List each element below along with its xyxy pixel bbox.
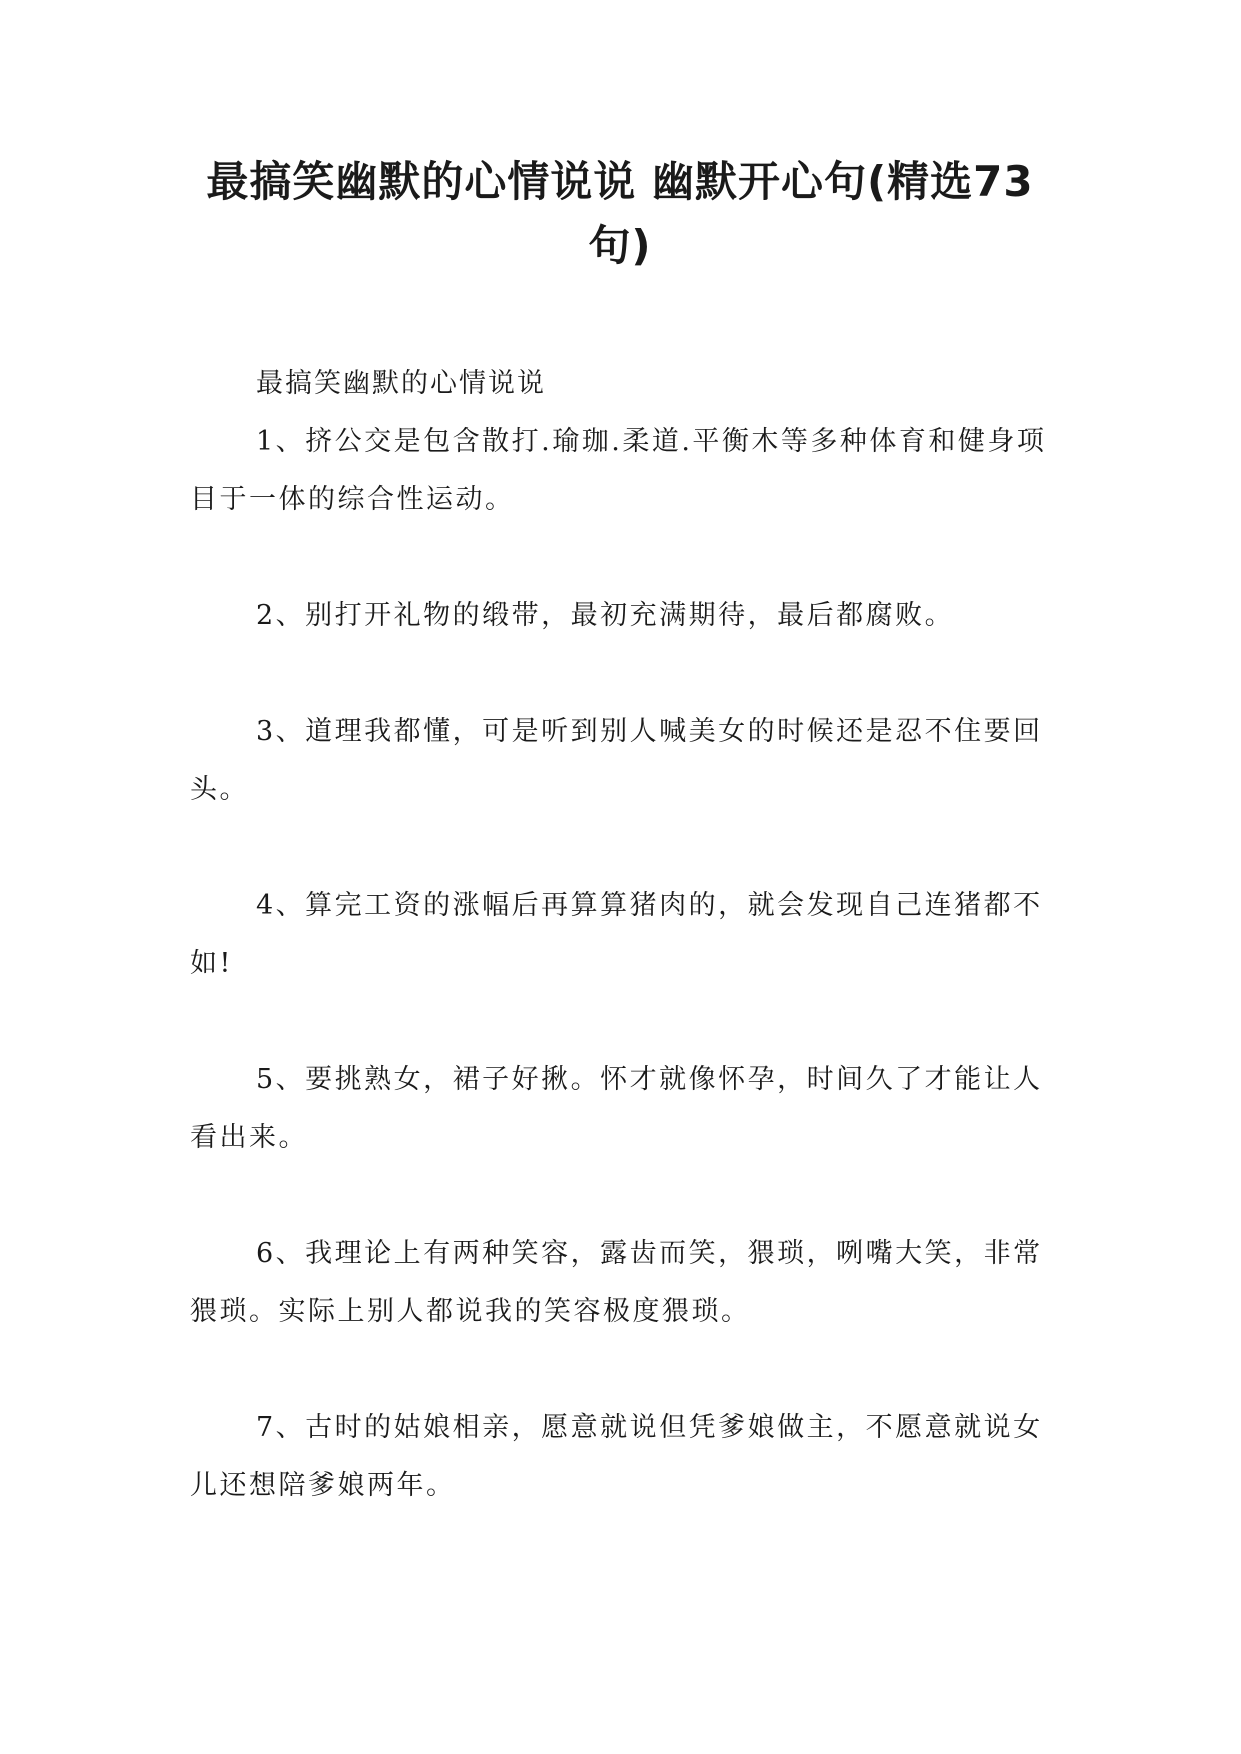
list-item: 4、算完工资的涨幅后再算算猪肉的，就会发现自己连猪都不如! (190, 890, 1043, 979)
document-title: 最搞笑幽默的心情说说 幽默开心句(精选73句) (206, 157, 1034, 270)
list-item: 1、挤公交是包含散打.瑜珈.柔道.平衡木等多种体育和健身项目于一体的综合性运动。 (190, 426, 1047, 515)
list-item: 3、道理我都懂，可是听到别人喊美女的时候还是忍不住要回头。 (190, 716, 1043, 805)
list-item: 7、古时的姑娘相亲，愿意就说但凭爹娘做主，不愿意就说女儿还想陪爹娘两年。 (190, 1412, 1043, 1501)
list-item: 6、我理论上有两种笑容，露齿而笑，猥琐，咧嘴大笑，非常猥琐。实际上别人都说我的笑容极度猥琐。 (190, 1238, 1043, 1327)
section-subheading: 最搞笑幽默的心情说说 (256, 368, 546, 399)
list-item: 5、要挑熟女，裙子好揪。怀才就像怀孕，时间久了才能让人看出来。 (190, 1064, 1043, 1153)
document-body (190, 355, 1050, 1573)
list-item: 2、别打开礼物的缎带，最初充满期待，最后都腐败。 (256, 600, 955, 631)
